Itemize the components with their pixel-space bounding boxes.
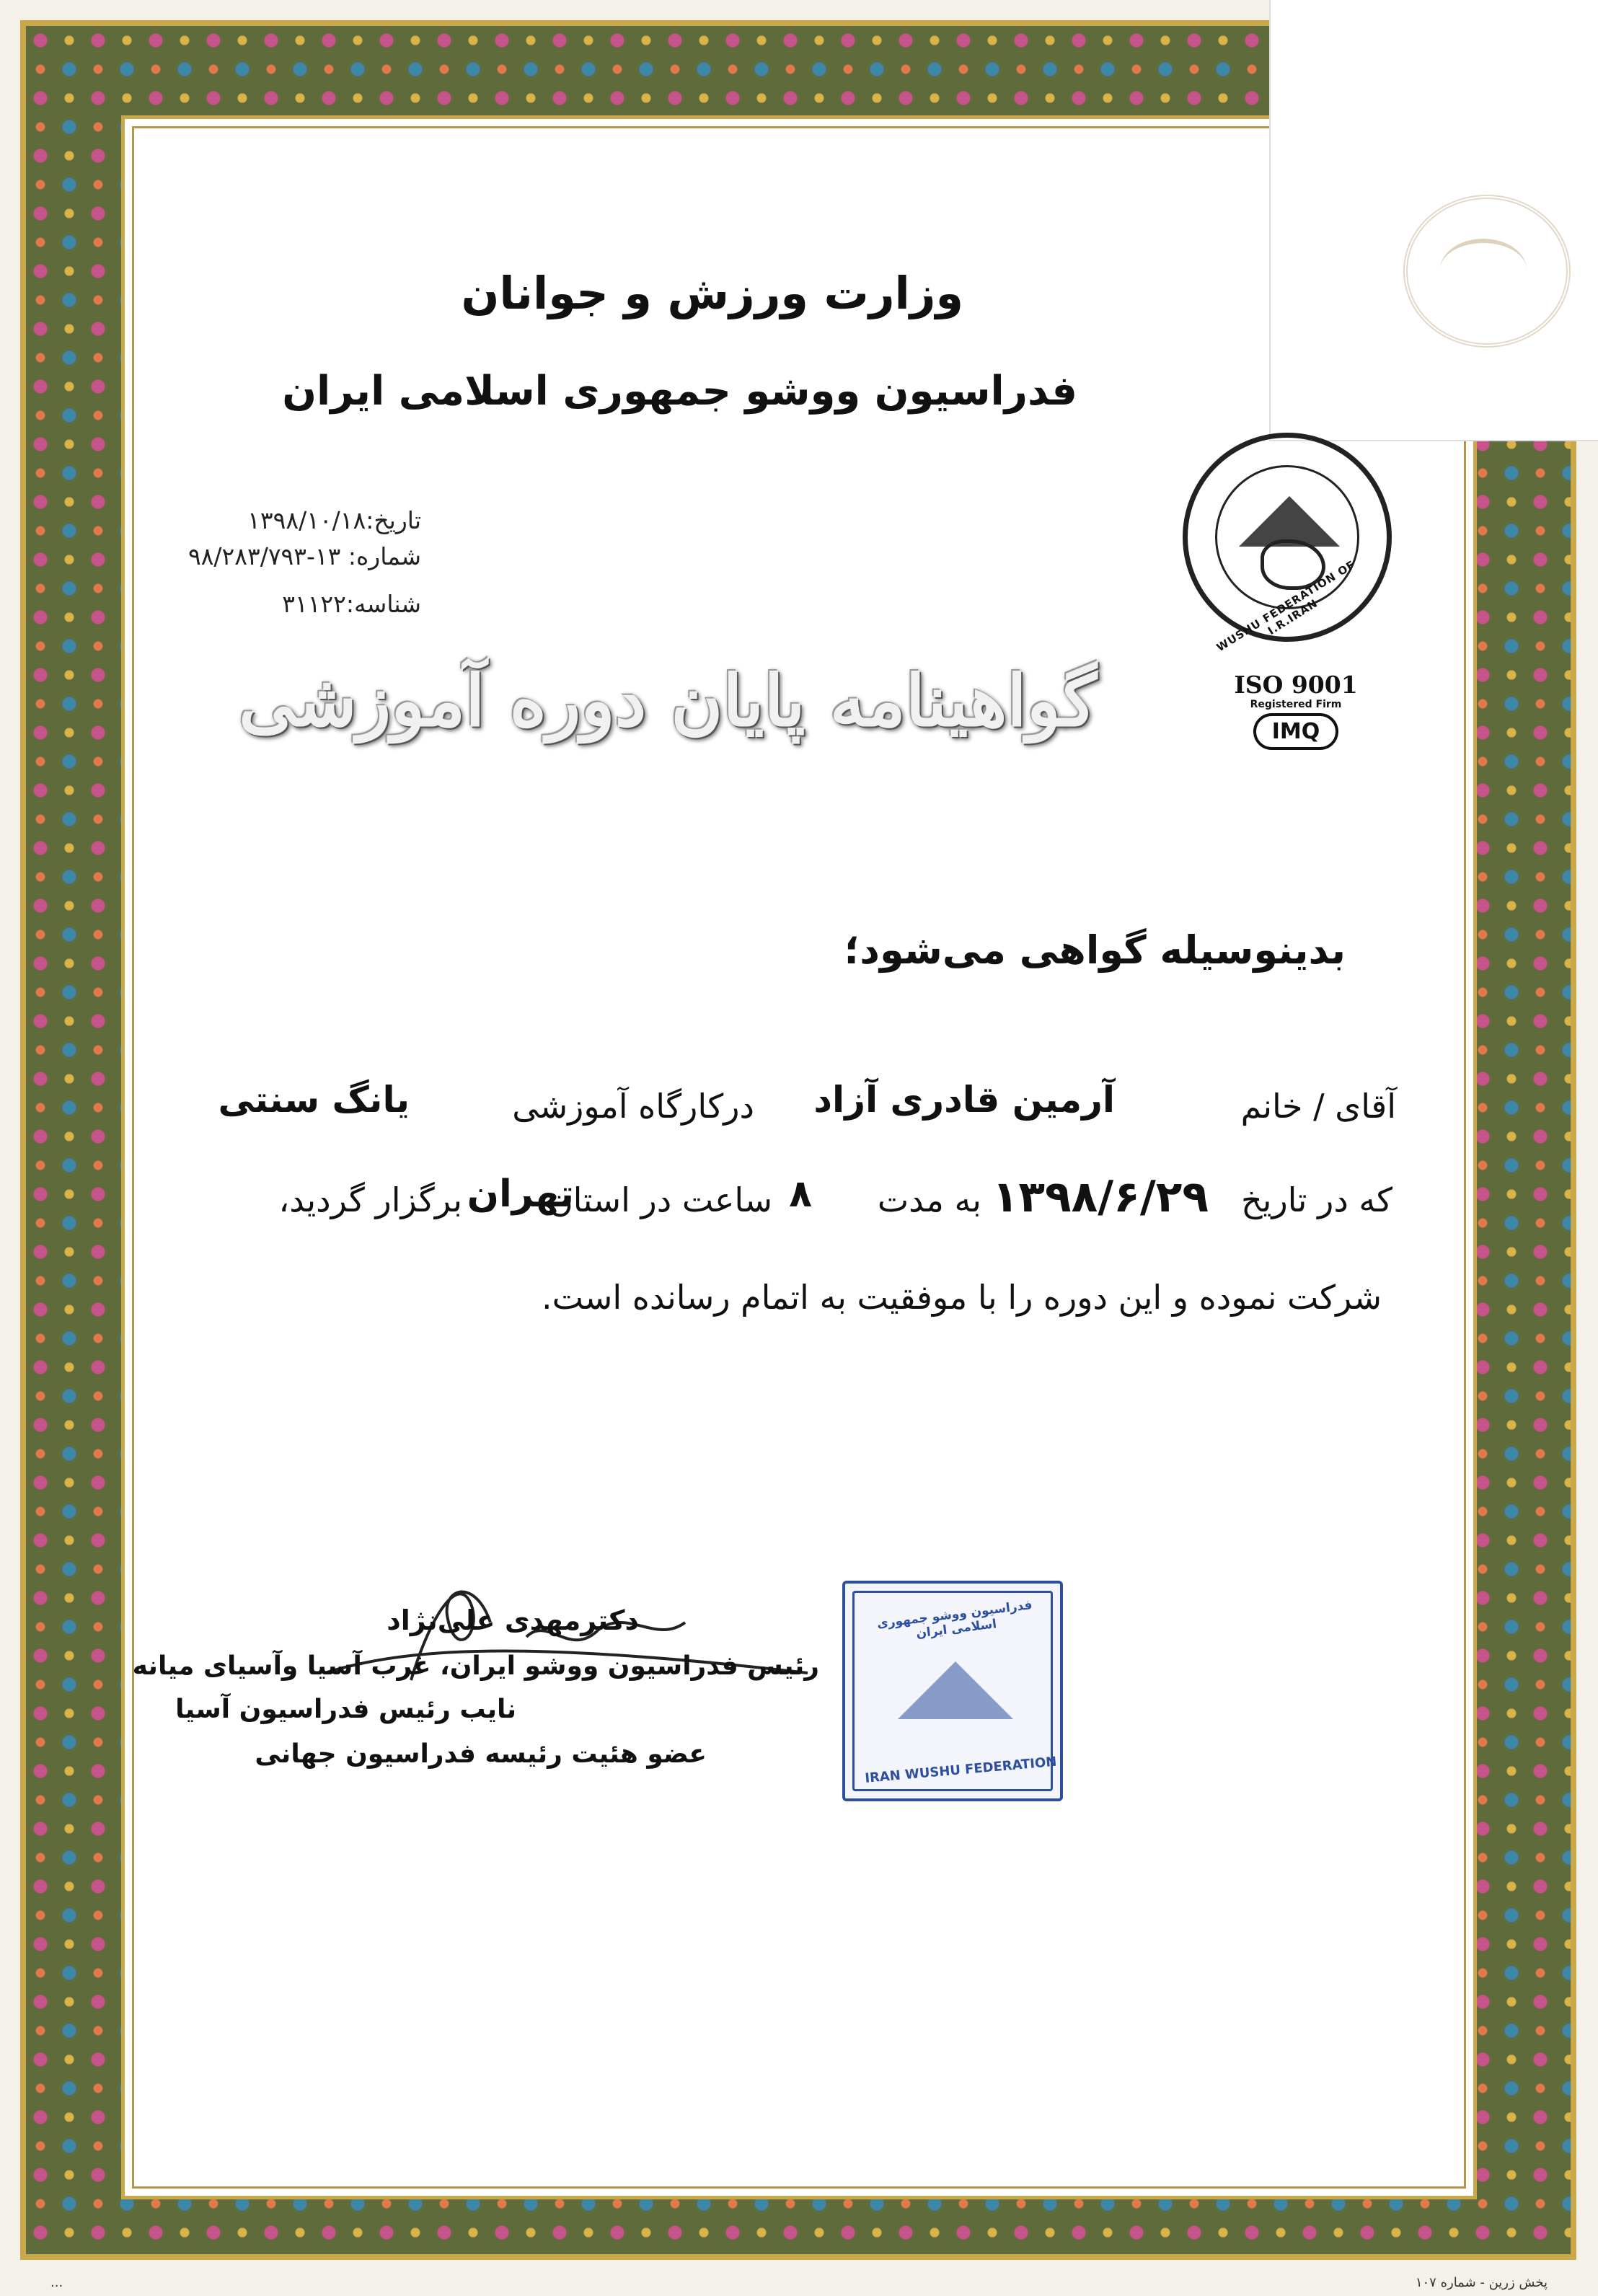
- course-date: ۱۳۹۸/۶/۲۹: [992, 1172, 1209, 1222]
- hereby-heading: بدینوسیله گواهی می‌شود؛: [844, 927, 1346, 973]
- meta-date: تاریخ:۱۳۹۸/۱۰/۱۸: [247, 506, 421, 534]
- signatory-title-1: رئیس فدراسیون ووشو ایران، غرب آسیا وآسیای میانه: [132, 1651, 819, 1681]
- sticker-stamp-icon: [1403, 195, 1571, 348]
- meta-number: شماره: ۱۳-۹۸/۲۸۳/۷۹۳: [187, 542, 421, 570]
- stamp-top-text: فدراسیون ووشو جمهوری اسلامی ایران: [876, 1597, 1033, 1641]
- hours-province-label: ساعت در استان: [548, 1180, 772, 1219]
- footer-right-note: پخش زرین - شماره ۱۰۷: [1415, 2275, 1548, 2290]
- workshop-style: یانگ سنتی: [218, 1079, 410, 1121]
- recipient-name: آرمین قادری آزاد: [813, 1079, 1115, 1121]
- held-label: برگزار گردید،: [278, 1180, 462, 1219]
- seal-text: WUSHU FEDERATION OF I.R.IRAN: [1214, 557, 1358, 655]
- federation-stamp-icon: [842, 1581, 1063, 1801]
- certificate-title: گواهینامه پایان دوره آموزشی: [239, 660, 1097, 743]
- signatory-title-3: عضو هئیت رئیسه فدراسیون جهانی: [255, 1739, 707, 1769]
- ministry-title: وزارت ورزش و جوانان: [461, 267, 963, 319]
- course-city: تهران: [467, 1173, 574, 1216]
- workshop-label: درکارگاه آموزشی: [512, 1087, 754, 1126]
- completion-sentence: شرکت نموده و این دوره را با موفقیت به اتمام رسانده است.: [541, 1278, 1382, 1317]
- iso-title: ISO 9001: [1234, 671, 1358, 699]
- imq-logo: IMQ: [1253, 713, 1339, 750]
- iso-badge: [1227, 671, 1364, 750]
- stamp-bottom-text: IRAN WUSHU FEDERATION: [864, 1754, 1058, 1786]
- meta-id: شناسه:۳۱۱۲۲: [282, 590, 421, 618]
- signatory-name: دکترمهدی علی‌نژاد: [387, 1604, 639, 1636]
- footer-left-note: ...: [50, 2275, 63, 2290]
- duration-label: به مدت: [877, 1180, 981, 1219]
- course-hours: ۸: [789, 1173, 812, 1216]
- federation-title: فدراسیون ووشو جمهوری اسلامی ایران: [282, 368, 1077, 415]
- stamp-inner-frame: [852, 1591, 1058, 1791]
- iso-subtitle: Registered Firm: [1250, 699, 1342, 710]
- mr-mrs-label: آقای / خانم: [1240, 1087, 1396, 1126]
- handwritten-signature: [310, 1565, 815, 1709]
- date-intro: که در تاریخ: [1240, 1180, 1392, 1219]
- signatory-title-2: نایب رئیس فدراسیون آسیا: [175, 1695, 516, 1724]
- stamp-mountain-icon: [898, 1661, 1013, 1719]
